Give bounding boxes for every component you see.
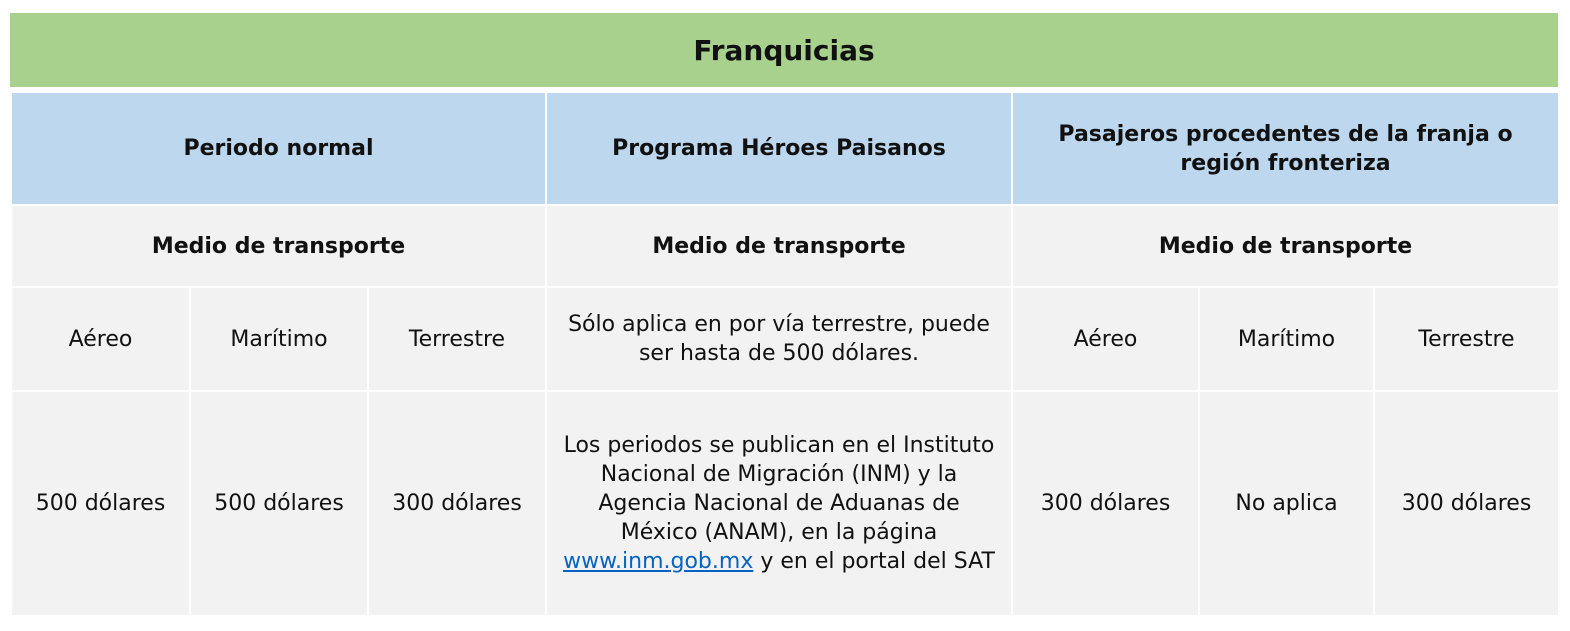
heroes-text-after: y en el portal del SAT [760,549,995,574]
value-frontera-maritimo: No aplica [1199,391,1374,616]
value-normal-terrestre: 300 dólares [368,391,546,616]
heroes-periods-cell [546,391,1012,616]
table-title: Franquicias [10,13,1558,87]
header-heroes-paisanos: Programa Héroes Paisanos [546,92,1012,205]
value-frontera-terrestre: 300 dólares [1374,391,1559,616]
franchise-values-row [11,391,1559,616]
subheader-normal: Medio de transporte [11,205,546,287]
mode-normal-terrestre: Terrestre [368,287,546,391]
heroes-note: Sólo aplica en por vía terrestre, puede ser hasta de 500 dólares. [546,287,1012,391]
subheader-frontera: Medio de transporte [1012,205,1559,287]
mode-frontera-aereo: Aéreo [1012,287,1199,391]
mode-normal-maritimo: Marítimo [190,287,368,391]
mode-frontera-maritimo: Marítimo [1199,287,1374,391]
heroes-text-before: Los periodos se publican en el Instituto Nacional de Migración (INM) y la Agencia Nacional de Aduanas de México (ANAM), en la página [563,433,995,545]
franquicias-table [10,91,1560,617]
table-header-row [11,92,1559,205]
mode-frontera-terrestre: Terrestre [1374,287,1559,391]
header-periodo-normal: Periodo normal [11,92,546,205]
value-normal-aereo: 500 dólares [11,391,190,616]
subheader-heroes: Medio de transporte [546,205,1012,287]
header-franja-fronteriza: Pasajeros procedentes de la franja o región fronteriza [1012,92,1559,205]
transport-modes-row [11,287,1559,391]
inm-link[interactable]: www.inm.gob.mx [563,549,754,574]
value-normal-maritimo: 500 dólares [190,391,368,616]
mode-normal-aereo: Aéreo [11,287,190,391]
value-frontera-aereo: 300 dólares [1012,391,1199,616]
table-subheader-row [11,205,1559,287]
